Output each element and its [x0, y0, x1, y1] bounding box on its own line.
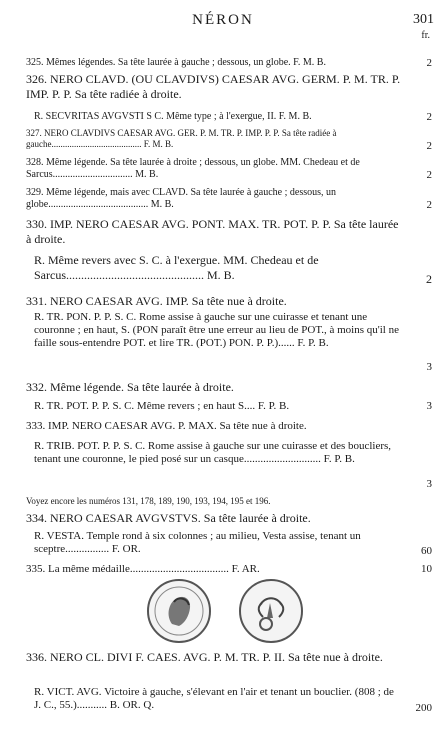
catalog-entry-336-reverse: R. VICT. AVG. Victoire à gauche, s'élevant en l'air et tenant un bouclier. (808 ; de J. C., 55.)........... B. OR. Q.	[34, 686, 394, 711]
price-328: 2	[426, 169, 432, 181]
price-331: 3	[426, 361, 432, 373]
price-336: 200	[415, 702, 432, 714]
catalog-entry-329: 329. Même légende, mais avec CLAVD. Sa tête laurée à gauche ; dessous, un globe........................................ M. B.	[26, 187, 336, 210]
price-330: 2	[426, 272, 432, 286]
catalog-entry-334: 334. NERO CAESAR AVGVSTVS. Sa tête laurée à droite.	[26, 511, 311, 525]
price-332: 3	[426, 400, 432, 412]
catalog-entry-333: 333. IMP. NERO CAESAR AVG. P. MAX. Sa tête nue à droite.	[26, 420, 307, 432]
page-header	[0, 8, 446, 42]
running-title: NÉRON	[192, 12, 254, 28]
catalog-entry-330: 330. IMP. NERO CAESAR AVG. PONT. MAX. TR. POT. P. P. Sa tête laurée à droite.	[26, 217, 399, 246]
catalog-entry-335: 335. La même médaille.................................... F. AR.	[26, 563, 260, 575]
price-329: 2	[426, 199, 432, 211]
catalog-entry-336: 336. NERO CL. DIVI F. CAES. AVG. P. M. TR. P. II. Sa tête nue à droite.	[26, 650, 383, 664]
catalog-entry-326-reverse: R. SECVRITAS AVGVSTI S C. Même type ; à l'exergue, II. F. M. B.	[34, 111, 312, 122]
catalog-entry-325: 325. Mêmes légendes. Sa tête laurée à gauche ; dessous, un globe. F. M. B.	[26, 57, 326, 68]
catalog-entry-331: 331. NERO CAESAR AVG. IMP. Sa tête nue à droite.	[26, 294, 287, 308]
catalog-entry-326: 326. NERO CLAVD. (OU CLAVDIVS) CAESAR AVG. GERM. P. M. TR. P. IMP. P. P. Sa tête radiée à droite.	[26, 72, 401, 101]
price-334: 60	[421, 545, 432, 557]
page-number: 301	[413, 12, 434, 27]
price-326: 2	[426, 111, 432, 123]
price-325: 2	[426, 57, 432, 69]
catalog-entry-332-reverse: R. TR. POT. P. P. S. C. Même revers ; en haut S.... F. P. B.	[34, 400, 290, 412]
catalog-entry-332: 332. Même légende. Sa tête laurée à droite.	[26, 380, 234, 394]
catalog-entry-327: 327. NERO CLAVDIVS CAESAR AVG. GER. P. M. TR. P. IMP. P. P. Sa tête radiée à gauche........................................ F. M. B.	[26, 128, 337, 149]
price-335: 10	[421, 563, 432, 575]
catalog-entry-331-reverse: R. TR. PON. P. P. S. C. Rome assise à gauche sur une cuirasse et tenant une couronne ; en haut, S. (PON paraît être une erreur au lieu de POT., à moins qu'il ne faille sous-entendre POT. et lire TR. (POT.) PON. P. P.)...... F. P. B.	[34, 311, 399, 349]
catalog-entry-333-reverse: R. TRIB. POT. P. P. S. C. Rome assise à gauche sur une cuirasse et des boucliers, tenant une couronne, le pied posé sur un casque............................ F. P. B.	[34, 440, 392, 465]
price-column-label: fr.	[421, 30, 430, 41]
cross-reference-note: Voyez encore les numéros 131, 178, 189, 190, 193, 194, 195 et 196.	[26, 496, 271, 506]
coin-obverse-image	[146, 578, 212, 644]
catalog-entry-330-reverse: R. Même revers avec S. C. à l'exergue. MM. Chedeau et de Sarcus.............................................. M. B.	[34, 253, 319, 282]
coin-reverse-image	[238, 578, 304, 644]
price-333: 3	[426, 478, 432, 490]
price-327: 2	[426, 140, 432, 152]
coin-illustration	[140, 578, 310, 648]
catalog-entry-334-reverse: R. VESTA. Temple rond à six colonnes ; au milieu, Vesta assise, tenant un sceptre................ F. OR.	[34, 530, 361, 555]
catalog-entry-328: 328. Même légende. Sa tête laurée à droite ; dessous, un globe. MM. Chedeau et de Sarcus................................ M. B.	[26, 157, 360, 180]
